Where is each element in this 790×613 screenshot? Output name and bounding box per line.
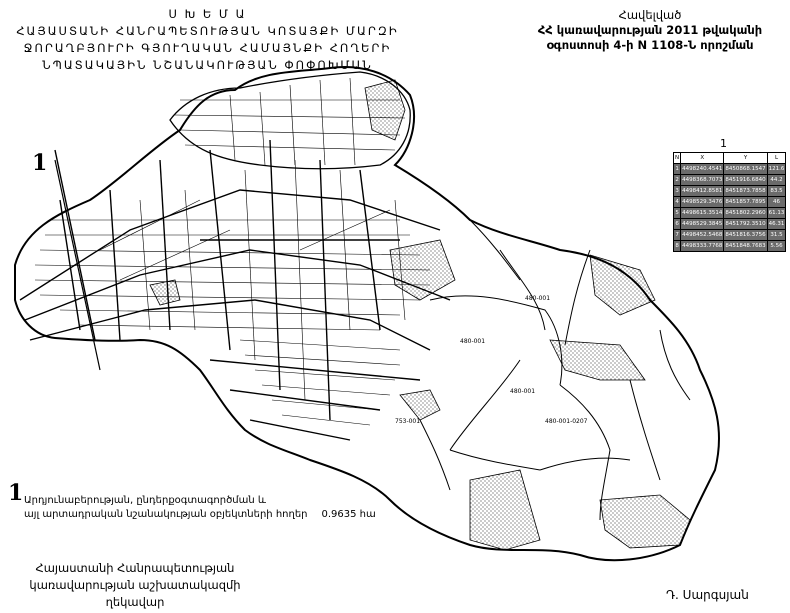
- signatory-line-3: ղեկավար: [105, 595, 165, 609]
- map-marker-1: 1: [32, 150, 48, 176]
- coordinate-table: [673, 152, 786, 252]
- eastern-parcels: [420, 220, 690, 520]
- cell: 46.31: [767, 219, 786, 230]
- title-line-2: ՀԱՅԱՍՏԱՆԻ ՀԱՆՐԱՊԵՏՈՒԹՅԱՆ ԿՈՏԱՅՔԻ ՄԱՐԶԻ: [16, 24, 399, 38]
- cell: 8451848.7683: [724, 241, 767, 252]
- cell: 4498452.5468: [681, 230, 724, 241]
- signatory-title: [10, 560, 260, 611]
- cell: 4498615.3514: [681, 208, 724, 219]
- legend-number: 1: [8, 480, 24, 506]
- table-row: [674, 208, 786, 219]
- header-l: L: [767, 153, 786, 164]
- table-row: [674, 219, 786, 230]
- table-row: [674, 197, 786, 208]
- annex-line-3: օգոստոսի 4-ի N 1108-Ն որոշման: [546, 38, 754, 52]
- cell: 8451816.3756: [724, 230, 767, 241]
- legend-text: [24, 494, 376, 522]
- parcel-label: 480-001: [510, 388, 536, 395]
- legend-area: 0.9635 հա: [321, 509, 376, 520]
- cell: 8451792.3510: [724, 219, 767, 230]
- legend-line-1: Արդյունաբերության, ընդերքօգտագործման և: [24, 495, 267, 506]
- cell: 31.5: [767, 230, 786, 241]
- table-row: [674, 164, 786, 175]
- signatory-name: Դ. Սարգսյան: [666, 588, 749, 602]
- coordinate-table-label: 1: [720, 137, 727, 150]
- table-row: [674, 230, 786, 241]
- table-row: [674, 186, 786, 197]
- cell: 44.2: [767, 175, 786, 186]
- dotted-parcels: [150, 80, 690, 550]
- cell: 4498529.3476: [681, 197, 724, 208]
- header-n: N: [674, 153, 681, 164]
- cell: 1: [674, 164, 681, 175]
- cell: 4: [674, 197, 681, 208]
- cell: 8: [674, 241, 681, 252]
- signatory-line-1: Հայաստանի Հանրապետության: [35, 561, 235, 575]
- parcel-label: 480-001-0207: [545, 418, 588, 425]
- cell: 7: [674, 230, 681, 241]
- road-network: [20, 140, 450, 440]
- cell: 8450868.1547: [724, 164, 767, 175]
- cell: 3: [674, 186, 681, 197]
- community-boundary: [15, 67, 719, 560]
- cell: 4498333.7768: [681, 241, 724, 252]
- table-row: [674, 241, 786, 252]
- signatory-line-2: կառավարության աշխատակազմի: [29, 578, 241, 592]
- cell: 61.13: [767, 208, 786, 219]
- title-line-1: Ս Խ Ե Մ Ա: [168, 7, 247, 21]
- table-header-row: [674, 153, 786, 164]
- cell: 6: [674, 219, 681, 230]
- cell: 4498412.8581: [681, 186, 724, 197]
- header-x: X: [681, 153, 724, 164]
- cell: 8451857.7895: [724, 197, 767, 208]
- cell: 46: [767, 197, 786, 208]
- cell: 8451802.2960: [724, 208, 767, 219]
- cell: 2: [674, 175, 681, 186]
- parcel-label: 753-001: [395, 418, 421, 425]
- cell: 4498240.4541: [681, 164, 724, 175]
- title-line-4: ՆՊԱՏԱԿԱՅԻՆ ՆՇԱՆԱԿՈՒԹՅԱՆ ՓՈՓՈԽՄԱՆ: [42, 58, 373, 72]
- table-row: [674, 175, 786, 186]
- cell: 8451916.6840: [724, 175, 767, 186]
- parcel-label: 480-001: [460, 338, 486, 345]
- cell: 83.5: [767, 186, 786, 197]
- legend-line-2: այլ արտադրական նշանակության օբյեկտների հողեր: [24, 509, 308, 520]
- header-y: Y: [724, 153, 767, 164]
- parcel-label: 480-001: [525, 295, 551, 302]
- cell: 5: [674, 208, 681, 219]
- cell: 4498368.7073: [681, 175, 724, 186]
- title-line-3: ՋՈՐԱՂԲՅՈՒՐԻ ԳՅՈՒՂԱԿԱՆ ՀԱՄԱՅՆՔԻ ՀՈՂԵՐԻ: [23, 41, 392, 55]
- cell: 4498529.3845: [681, 219, 724, 230]
- cell: 121.6: [767, 164, 786, 175]
- annex-line-2: ՀՀ կառավարության 2011 թվականի: [537, 23, 763, 37]
- annex-line-1: Հավելված: [618, 8, 682, 22]
- cell: 8451873.7858: [724, 186, 767, 197]
- cell: 5.56: [767, 241, 786, 252]
